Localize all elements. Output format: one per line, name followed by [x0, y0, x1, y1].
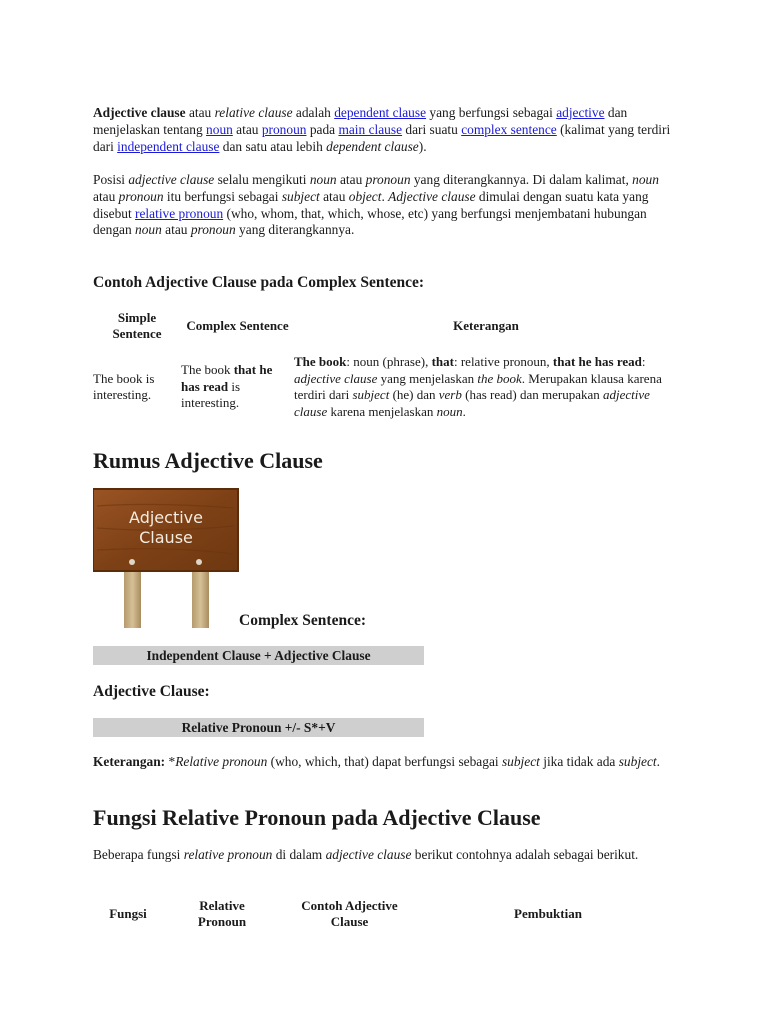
- header-complex-sentence: Complex Sentence: [186, 317, 289, 333]
- intro-paragraph-1: Adjective clause atau relative clause adalah dependent clause yang berfungsi sebagai adjective dan menjelaskan tentang noun atau pronoun pada main clause dari suatu complex sentence (kalimat yang terdiri dari independent clause dan satu atau lebih dependent clause).: [93, 105, 671, 154]
- fungsi-paragraph: Beberapa fungsi relative pronoun di dalam adjective clause berikut contohnya adalah sebagai berikut.: [93, 847, 639, 862]
- keterangan-note: Keterangan: *Relative pronoun (who, which, that) dapat berfungsi sebagai subject jika tidak ada subject.: [93, 754, 661, 769]
- keterangan-cell: The book: noun (phrase), that: relative pronoun, that he has read: adjective clause yang menjelaskan the book. Merupakan klausa karena terdiri dari subject (he) dan verb (has read) dan merupakan adjective clause karena menjelaskan noun.: [294, 354, 662, 419]
- header-relative-pronoun: Relative Pronoun: [197, 897, 247, 929]
- link-complex-sentence[interactable]: complex sentence: [461, 121, 557, 137]
- fungsi-heading: Fungsi Relative Pronoun pada Adjective Clause: [93, 805, 541, 830]
- contoh-heading: Contoh Adjective Clause pada Complex Sentence:: [93, 274, 425, 291]
- link-main-clause[interactable]: main clause: [338, 121, 403, 137]
- adjective-clause-sign-image: [93, 488, 239, 628]
- complex-sentence-cell: The book that he has read is interesting.: [181, 362, 273, 411]
- header-fungsi: Fungsi: [109, 905, 147, 921]
- example-table: [93, 309, 678, 431]
- formula-complex-sentence: Independent Clause + Adjective Clause: [93, 646, 424, 665]
- complex-sentence-label: Complex Sentence:: [239, 612, 366, 629]
- header-simple-sentence: Simple Sentence: [112, 309, 162, 341]
- sign-text-line-1: Adjective: [129, 508, 203, 527]
- header-pembuktian: Pembuktian: [514, 905, 582, 921]
- table-row: [93, 343, 678, 431]
- sign-text-line-2: Clause: [139, 528, 193, 547]
- simple-sentence-cell: The book is interesting.: [93, 370, 155, 402]
- link-adjective[interactable]: adjective: [556, 105, 605, 120]
- formula-adjective-clause: Relative Pronoun +/- S*+V: [93, 718, 424, 737]
- header-keterangan: Keterangan: [453, 317, 519, 333]
- fungsi-table: [93, 897, 678, 931]
- rumus-heading: Rumus Adjective Clause: [93, 448, 323, 473]
- header-contoh-adjective-clause: Contoh Adjective Clause: [301, 897, 398, 929]
- link-pronoun[interactable]: pronoun: [261, 121, 307, 137]
- intro-paragraph-2: Posisi adjective clause selalu mengikuti noun atau pronoun yang diterangkannya. Di dalam kalimat, noun atau pronoun itu berfungsi sebagai subject atau object. Adjective clause dimulai dengan suatu kata yang disebut relative pronoun (who, whom, that, which, whose, etc) yang berfungsi menjembatani hubungan dengan noun atau pronoun yang diterangkannya.: [93, 172, 659, 238]
- link-noun[interactable]: noun: [206, 121, 233, 137]
- link-independent-clause[interactable]: independent clause: [117, 138, 220, 154]
- adjective-clause-label: Adjective Clause:: [93, 683, 210, 700]
- link-dependent-clause[interactable]: dependent clause: [334, 105, 427, 120]
- link-relative-pronoun[interactable]: relative pronoun: [135, 205, 224, 221]
